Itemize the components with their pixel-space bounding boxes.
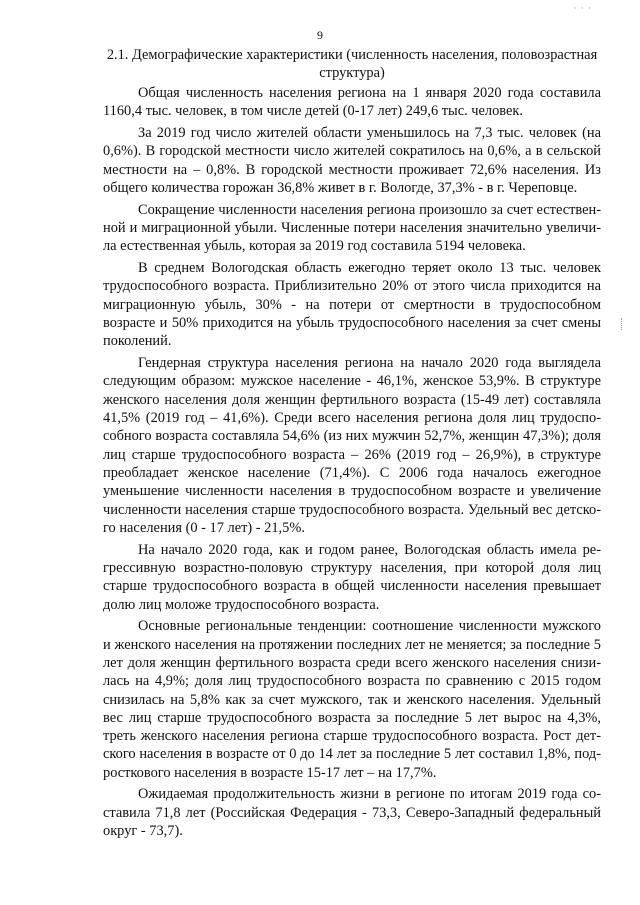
page-body <box>103 46 601 844</box>
paragraph-population-total: Общая численность населения региона на 1 января 2020 года составила 1160,4 тыс. человек, в том числе детей (0-17 лет) 249,6 тыс. человек. <box>103 85 601 120</box>
paragraph-natural-migration-loss: Сокращение численности населения региона произошло за счет естественной и миграционной убыли. Численные потери населения значительно увеличила естественная убыль, которая за 2019 год составила 5194 человека. <box>103 201 601 255</box>
section-title: 2.1. Демографические характеристики (численность населения, половозрастная структура) <box>106 47 598 81</box>
paragraph-life-expectancy: Ожидаемая продолжительность жизни в регионе по итогам 2019 года составила 71,8 лет (Российская Федерация - 73,3, Северо-Западный федеральный округ - 73,7). <box>103 786 601 840</box>
paragraph-regional-trends: Основные региональные тенденции: соотношение численности мужского и женского населения на протяжении последних лет не меняется; за последние 5 лет доля женщин фертильного возраста среди всего женского населения снизилась на 4,9%; доля лиц трудоспособного возраста по сравнению с 2015 годом снизилась на 5,8% как за счет мужского, так и женского населения. Удельный вес лиц старше трудоспособного возраста за последние 5 лет вырос на 4,3%, треть женского населения региона старше трудоспособного возраста. Рост детского населения в возрасте от 0 до 14 лет за последние 5 лет составил 1,8%, подросткового населения в возрасте 15-17 лет – на 17,7%. <box>103 618 601 781</box>
margin-scan-mark <box>621 318 623 330</box>
paragraph-regressive-structure: На начало 2020 года, как и годом ранее, Вологодская область имела регрессивную возрастно-половую структуру населения, при которой доля лиц старше трудоспособного возраста в общей численности населения превышает долю лиц моложе трудоспособного возраста. <box>103 541 601 613</box>
paragraph-population-decline: За 2019 год число жителей области уменьшилось на 7,3 тыс. человек (на 0,6%). В городской местности число жителей сократилось на 0,6%, а в сельской местности на – 0,8%. В городской местности проживает 72,6% населения. Из общего количества горожан 36,8% живет в г. Вологде, 37,3% - в г. Череповце. <box>103 125 601 196</box>
scan-corner-mark: · · · <box>573 3 592 13</box>
paragraph-working-age-loss: В среднем Вологодская область ежегодно теряет около 13 тыс. человек трудоспособного возраста. Приблизительно 20% от этого числа приходится на миграционную убыль, 30% - на потери от смертности в трудоспособном возрасте и 50% приходится на убыль трудоспособного населения за счет смены поколений. <box>103 260 601 350</box>
paragraph-gender-structure: Гендерная структура населения региона на начало 2020 года выглядела следующим образом: мужское население - 46,1%, женское 53,9%. В структуре женского населения доля женщин фертильного возраста (15-49 лет) составляла 41,5% (2019 год – 41,6%). Среди всего населения региона доля лиц трудоспособного возраста составляла 54,6% (из них мужчин 52,7%, женщин 47,3%); доля лиц старше трудоспособного возраста – 26% (2019 год – 26,9%), в структуре преобладает женское население (71,4%). С 2006 года началось ежегодное уменьшение численности населения в трудоспособном возрасте и увеличение численности населения старше трудоспособного возраста. Удельный вес детского населения (0 - 17 лет) - 21,5%. <box>103 355 601 536</box>
page-number: 9 <box>317 28 323 42</box>
